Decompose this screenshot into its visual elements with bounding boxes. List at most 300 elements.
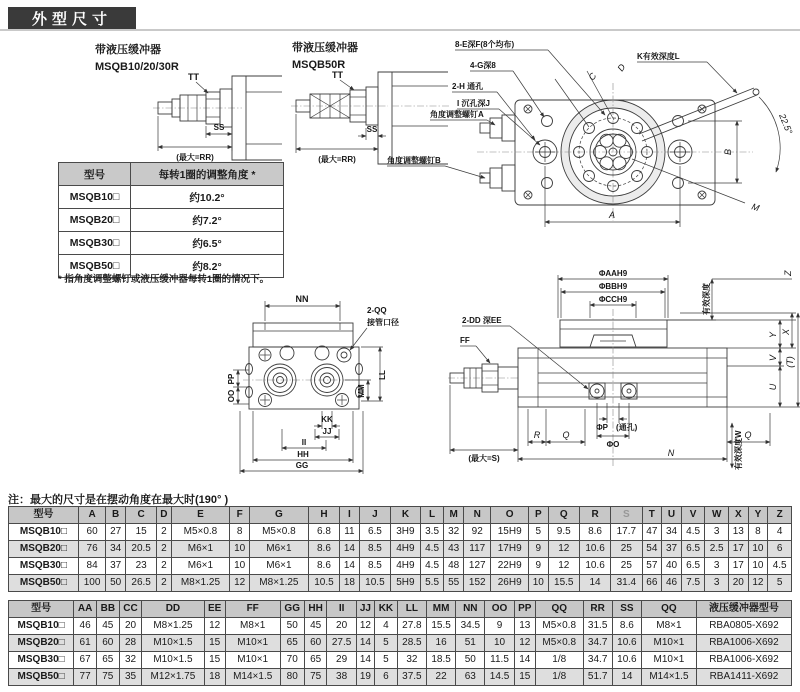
qq-note-label: 接管口径 [367,318,399,327]
column-header: B [106,507,126,524]
value-cell: 34.5 [456,618,485,635]
value-cell: M6×1 [250,541,309,558]
column-header: H [308,507,339,524]
value-cell: 1/8 [535,652,583,669]
value-cell: 66 [642,575,662,592]
value-cell: 5 [375,652,398,669]
value-cell: 18.5 [426,652,455,669]
dim-b-label: B [723,148,733,156]
column-header: S [611,507,642,524]
value-cell: 6.5 [681,558,705,575]
dim-u-label: U [768,383,778,391]
column-header: GG [280,601,304,618]
value-cell: 12 [514,635,535,652]
value-cell: 11 [340,524,360,541]
callout-dd-label: 2-DD 深EE [462,316,502,325]
value-cell: 12 [356,618,374,635]
value-cell: 32 [444,524,464,541]
value-cell: 50 [280,618,304,635]
table-row [9,558,792,575]
value-cell: M10×1.5 [142,635,204,652]
table-row [9,524,792,541]
value-cell: 67 [74,652,97,669]
dim-gg-label: GG [295,461,309,470]
value-cell: 35 [119,669,142,686]
value-cell: 34 [106,541,126,558]
value-cell: 9 [528,541,548,558]
value-cell: M10×1 [641,635,696,652]
tt-label: TT [332,70,343,80]
model-cell: MSQB50□ [9,669,74,686]
table2-header-row [9,601,792,618]
value-cell: 2 [157,575,171,592]
model-cell: MSQB20□ [9,635,74,652]
value-cell: 15 [204,652,225,669]
column-header: JJ [356,601,374,618]
column-header: LL [397,601,426,618]
dim-t-label: (T) [785,356,795,368]
value-cell: 3 [705,575,729,592]
value-cell: 18 [204,669,225,686]
value-cell: 15.5 [548,575,579,592]
value-cell: 约10.2° [131,186,284,209]
dim-o-label: ΦO [606,440,620,449]
value-cell: 14 [340,558,360,575]
column-header: 型号 [59,163,131,186]
dim-p-note-label: (通孔) [616,423,638,432]
model-cell: MSQB50□ [59,255,131,278]
dim-s-max-label: (最大=S) [468,454,500,463]
value-cell: M14×1.5 [225,669,280,686]
value-cell: 15 [204,635,225,652]
caption-left-line1: 带液压缓冲器 [95,44,161,56]
value-cell: 127 [464,558,491,575]
value-cell: 75 [304,669,327,686]
column-header: C [125,507,156,524]
value-cell: 8.6 [579,524,610,541]
dim-ii-label: II [301,438,307,447]
table-row [59,186,284,209]
value-cell: 4.5 [768,558,792,575]
column-header: T [642,507,662,524]
value-cell: 20.5 [125,541,156,558]
value-cell: M5×0.8 [171,524,230,541]
value-cell: 12 [748,575,768,592]
value-cell: 29 [327,652,356,669]
value-cell: 12 [230,575,250,592]
value-cell: M10×1 [641,652,696,669]
value-cell: 15H9 [491,524,528,541]
value-cell: 55 [444,575,464,592]
value-cell: 8 [748,524,768,541]
value-cell: 61 [74,635,97,652]
value-cell: 60 [96,635,119,652]
dim-q-left-label: Q [562,430,570,440]
column-header: MM [426,601,455,618]
value-cell: 8.6 [308,541,339,558]
value-cell: 10 [230,558,250,575]
value-cell: 10 [485,635,514,652]
value-cell: M10×1 [225,652,280,669]
value-cell: 6.8 [308,524,339,541]
caption-mid-line2: MSQB50R [292,59,346,71]
dimension-table-2 [8,600,792,686]
value-cell: 37 [106,558,126,575]
column-header: DD [142,601,204,618]
value-cell: 17 [728,558,748,575]
value-cell: 76 [78,541,105,558]
callout-e-label: 8-E深F(8个均布) [455,40,515,49]
value-cell: 46 [662,575,682,592]
value-cell: 3 [705,558,729,575]
value-cell: 152 [464,575,491,592]
column-header: E [171,507,230,524]
callout-ff-label: FF [460,336,470,345]
value-cell: 14 [356,635,374,652]
model-cell: MSQB50□ [9,575,79,592]
value-cell: M6×1 [171,541,230,558]
table-row [59,209,284,232]
value-cell: 22 [426,669,455,686]
model-cell: MSQB20□ [9,541,79,558]
value-cell: 5 [375,635,398,652]
value-cell: 8.6 [612,618,641,635]
value-cell: 77 [74,669,97,686]
value-cell: 16 [426,635,455,652]
column-header: X [728,507,748,524]
value-cell: 28.5 [397,635,426,652]
value-cell: 8.5 [359,541,390,558]
model-cell: MSQB10□ [9,524,79,541]
value-cell: 27.8 [397,618,426,635]
table1-header-row [9,507,792,524]
section-drawing [440,263,800,480]
ss-label: SS [366,125,378,134]
value-cell: 12 [204,618,225,635]
dimension-table-1 [8,506,792,592]
topview-drawing [385,33,800,273]
page-title: 外型尺寸 [8,7,136,30]
column-header: HH [304,601,327,618]
rr-label: (最大=RR) [176,153,214,162]
value-cell: 9 [485,618,514,635]
value-cell: M10×1.5 [142,652,204,669]
value-cell: 92 [464,524,491,541]
column-header: V [681,507,705,524]
column-header: M [444,507,464,524]
value-cell: 100 [78,575,105,592]
column-header: NN [456,601,485,618]
value-cell: 20 [728,575,748,592]
value-cell: 46 [74,618,97,635]
table-row [9,652,792,669]
value-cell: 32 [119,652,142,669]
dim-hh-label: HH [297,450,309,459]
value-cell: 57 [642,558,662,575]
value-cell: 2.5 [705,541,729,558]
value-cell: M14×1.5 [641,669,696,686]
angle-table-footnote: * 指角度调整螺钉或液压缓冲器每转1圈的情况下。 [58,274,270,285]
value-cell: 1/8 [535,669,583,686]
dim-d-label: D [615,62,628,74]
value-cell: RBA1006-X692 [696,635,791,652]
value-cell: 5.5 [420,575,444,592]
max-size-note: 注：最大的尺寸是在摆动角度在最大时(190° ) [8,494,229,506]
value-cell: 37 [662,541,682,558]
depth-z-label: 有效深度 [702,283,711,315]
column-header: EE [204,601,225,618]
value-cell: 45 [304,618,327,635]
value-cell: 50 [106,575,126,592]
value-cell: M12×1.75 [142,669,204,686]
value-cell: M6×1 [250,558,309,575]
column-header: Y [748,507,768,524]
ss-label: SS [213,123,225,132]
value-cell: 3.5 [420,524,444,541]
value-cell: 47 [642,524,662,541]
model-cell: MSQB10□ [9,618,74,635]
value-cell: 65 [96,652,119,669]
column-header: 型号 [9,601,74,618]
dim-c-label: C [586,71,599,83]
caption-mid-line1: 带液压缓冲器 [292,42,358,54]
value-cell: 10.5 [308,575,339,592]
value-cell: 4H9 [391,541,421,558]
dim-kk-label: KK [321,415,333,424]
column-header: BB [96,601,119,618]
value-cell: M8×1.25 [142,618,204,635]
value-cell: 31.4 [611,575,642,592]
value-cell: 15 [514,669,535,686]
column-header: I [340,507,360,524]
column-header: AA [74,601,97,618]
column-header: L [420,507,444,524]
callout-k-label: K有效深度L [637,52,680,61]
column-header: F [230,507,250,524]
dim-y-label: Y [768,331,778,339]
value-cell: 27 [106,524,126,541]
column-header: QQ [535,601,583,618]
column-header: 液压缓冲器型号 [696,601,791,618]
column-header: OO [485,601,514,618]
value-cell: RBA0805-X692 [696,618,791,635]
dim-x-label: X [781,328,791,336]
column-header: U [662,507,682,524]
value-cell: 4.5 [681,524,705,541]
dim-q-right-label: Q [744,430,752,440]
value-cell: M8×1.25 [250,575,309,592]
column-header: D [157,507,171,524]
value-cell: 28 [119,635,142,652]
column-header: K [391,507,421,524]
value-cell: 10 [528,575,548,592]
depth-w-label: 有效深度W [734,430,743,470]
value-cell: 6 [768,541,792,558]
value-cell: 40 [662,558,682,575]
value-cell: 54 [642,541,662,558]
value-cell: 约7.2° [131,209,284,232]
value-cell: 14 [514,652,535,669]
table-row [9,635,792,652]
tt-label: TT [188,72,199,82]
dim-z-label: Z [783,270,793,276]
table-row [9,575,792,592]
value-cell: 25 [611,541,642,558]
value-cell: 14.5 [485,669,514,686]
value-cell: 9 [528,558,548,575]
value-cell: 8.6 [308,558,339,575]
value-cell: 17 [728,541,748,558]
column-header: 每转1圈的调整角度 * [131,163,284,186]
value-cell: 17H9 [491,541,528,558]
value-cell: 10.6 [579,558,610,575]
value-cell: 4.5 [420,558,444,575]
value-cell: 75 [96,669,119,686]
value-cell: 5 [528,524,548,541]
value-cell: 25 [611,558,642,575]
value-cell: M5×0.8 [535,618,583,635]
value-cell: 2 [157,524,171,541]
table-row [59,232,284,255]
value-cell: 约6.5° [131,232,284,255]
value-cell: 3 [705,524,729,541]
value-cell: 7.5 [681,575,705,592]
dim-p-label: ΦP [596,423,608,432]
value-cell: 13 [514,618,535,635]
value-cell: 51 [456,635,485,652]
value-cell: 6 [375,669,398,686]
value-cell: 22H9 [491,558,528,575]
dim-jj-label: JJ [322,427,332,436]
value-cell: 5 [768,575,792,592]
column-header: N [464,507,491,524]
value-cell: 4 [768,524,792,541]
value-cell: RBA1006-X692 [696,652,791,669]
value-cell: M5×0.8 [535,635,583,652]
value-cell: 10 [230,541,250,558]
value-cell: 80 [280,669,304,686]
column-header: FF [225,601,280,618]
column-header: J [359,507,390,524]
value-cell: 10.6 [579,541,610,558]
value-cell: 23 [125,558,156,575]
value-cell: 12 [548,558,579,575]
column-header: Z [768,507,792,524]
value-cell: 10 [748,558,768,575]
value-cell: 51.7 [583,669,612,686]
value-cell: 15.5 [426,618,455,635]
value-cell: 65 [304,652,327,669]
value-cell: 63 [456,669,485,686]
value-cell: 4H9 [391,558,421,575]
column-header: SS [612,601,641,618]
value-cell: M8×1.25 [171,575,230,592]
column-header: O [491,507,528,524]
dim-oo-label: OO [227,389,236,403]
value-cell: 50 [456,652,485,669]
dim-r-label: R [533,430,541,440]
column-header: KK [375,601,398,618]
column-header: 型号 [9,507,79,524]
value-cell: M6×1 [171,558,230,575]
value-cell: 9.5 [548,524,579,541]
value-cell: 65 [280,635,304,652]
dim-mm-label: MM [357,384,366,398]
angle-table [58,162,284,278]
dim-pp-label: PP [227,373,236,385]
value-cell: 20 [327,618,356,635]
value-cell: 4 [375,618,398,635]
value-cell: 18 [340,575,360,592]
value-cell: 11.5 [485,652,514,669]
value-cell: RBA1411-X692 [696,669,791,686]
model-cell: MSQB20□ [59,209,131,232]
dim-cc-label: ΦCCH9 [598,295,628,304]
value-cell: 70 [280,652,304,669]
column-header: II [327,601,356,618]
buffer-small-drawing [150,66,285,171]
value-cell: 38 [327,669,356,686]
value-cell: 约8.2° [131,255,284,278]
value-cell: 2 [157,541,171,558]
value-cell: M5×0.8 [250,524,309,541]
value-cell: M8×1 [641,618,696,635]
value-cell: 60 [78,524,105,541]
table-row [9,541,792,558]
table-row [9,669,792,686]
value-cell: 10 [748,541,768,558]
model-cell: MSQB10□ [59,186,131,209]
column-header: PP [514,601,535,618]
dim-bb-label: ΦBBH9 [598,282,628,291]
dim-ll-label: LL [378,370,387,380]
value-cell: 15 [125,524,156,541]
dim-a-label: A [608,210,616,220]
model-cell: MSQB30□ [9,558,79,575]
value-cell: 31.5 [583,618,612,635]
value-cell: 34.7 [583,635,612,652]
value-cell: 26.5 [125,575,156,592]
value-cell: 2 [157,558,171,575]
value-cell: 13 [728,524,748,541]
value-cell: 4.5 [420,541,444,558]
value-cell: 26H9 [491,575,528,592]
column-header: A [78,507,105,524]
column-header: G [250,507,309,524]
value-cell: 27.5 [327,635,356,652]
table-row [9,618,792,635]
value-cell: 43 [444,541,464,558]
value-cell: 37.5 [397,669,426,686]
column-header: R [579,507,610,524]
dim-nn-label: NN [295,294,309,304]
bottomview-drawing [225,283,425,480]
value-cell: 12 [548,541,579,558]
dim-v-label: V [768,354,778,362]
value-cell: 117 [464,541,491,558]
callout-screw-b-label: 角度调整螺钉B [387,156,441,165]
dim-m-label: M [750,201,761,214]
header-rule [0,29,800,31]
value-cell: 10.6 [612,635,641,652]
value-cell: 14 [340,541,360,558]
value-cell: 8 [230,524,250,541]
model-cell: MSQB30□ [9,652,74,669]
value-cell: 32 [397,652,426,669]
callout-screw-a-label: 角度调整螺钉A [430,110,484,119]
value-cell: M8×1 [225,618,280,635]
caption-left-line2: MSQB10/20/30R [95,61,179,73]
